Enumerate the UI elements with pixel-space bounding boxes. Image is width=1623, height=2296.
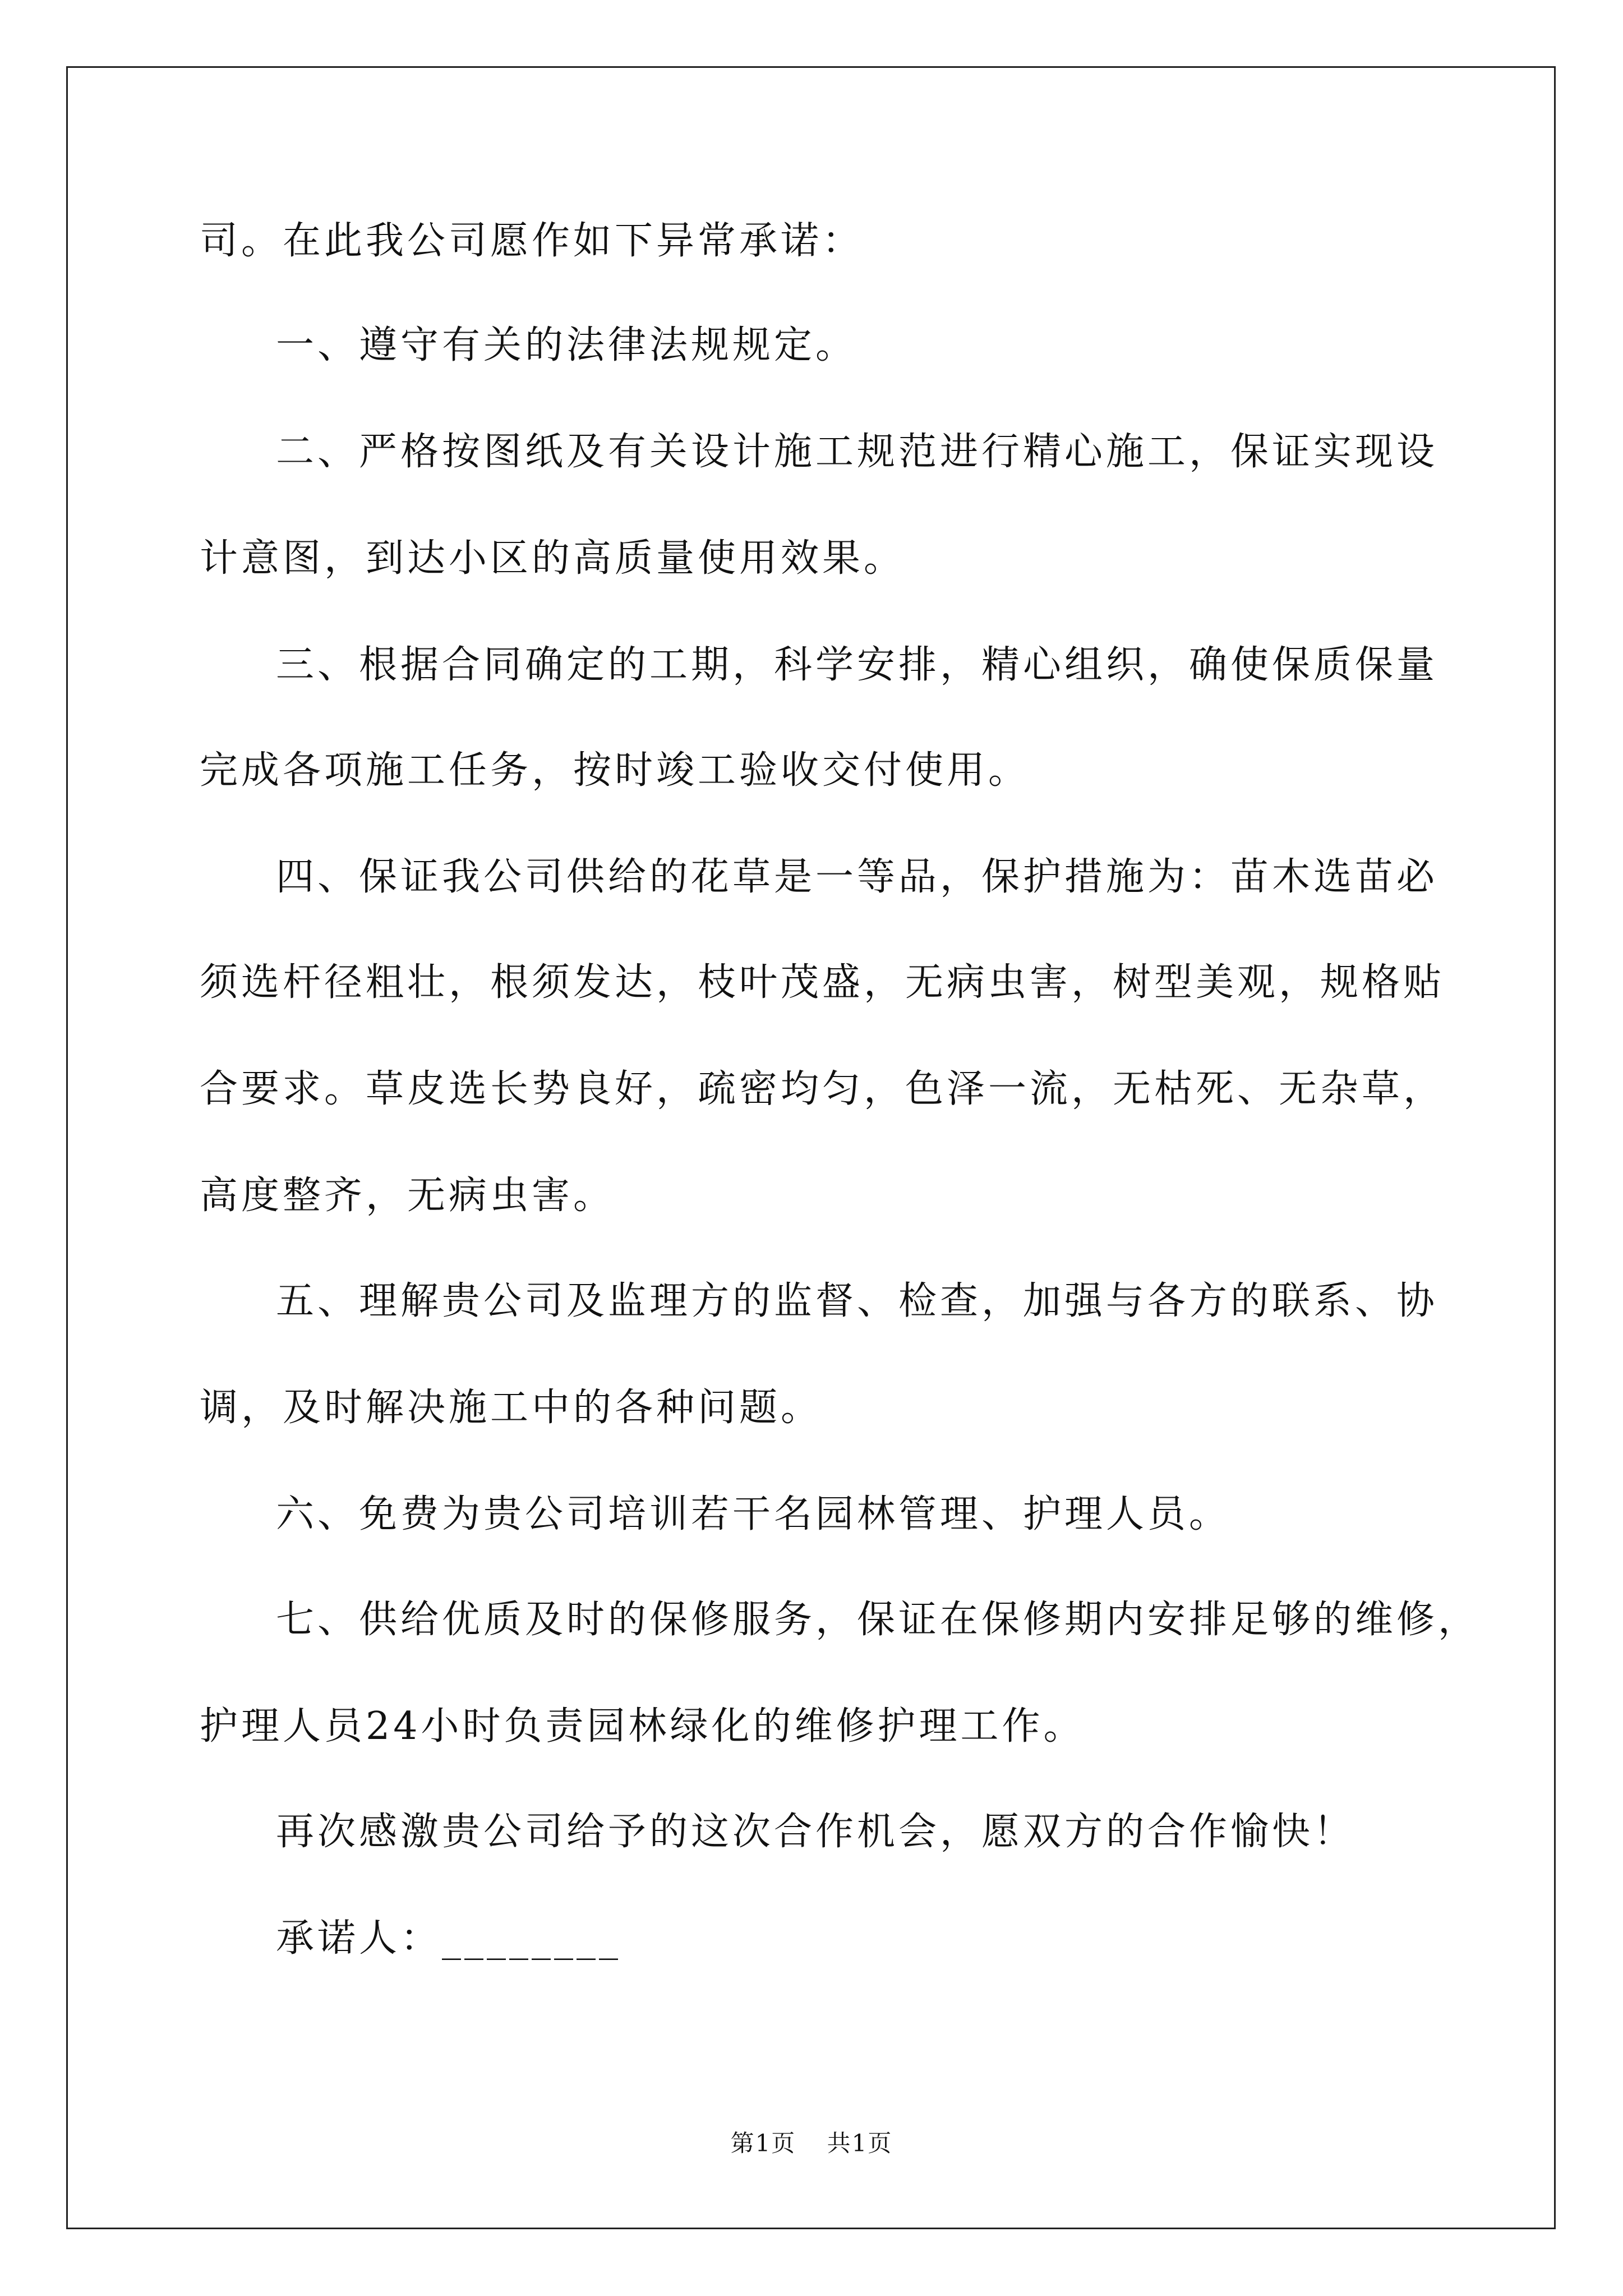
text-line: 完成各项施工任务，按时竣工验收交付使用。 (200, 748, 1030, 793)
text-line: 再次感激贵公司给予的这次合作机会，愿双方的合作愉快！ (276, 1810, 1355, 1854)
signature-line: 承诺人：________ (276, 1916, 622, 1961)
text-line: 三、根据合同确定的工期，科学安排，精心组织，确使保质保量 (276, 643, 1438, 687)
text-line: 二、严格按图纸及有关设计施工规范进行精心施工，保证实现设 (276, 430, 1438, 474)
text-line: 七、供给优质及时的保修服务，保证在保修期内安排足够的维修， (276, 1598, 1480, 1642)
text-line: 四、保证我公司供给的花草是一等品，保护措施为：苗木选苗必 (276, 855, 1438, 899)
text-line: 合要求。草皮选长势良好，疏密均匀，色泽一流，无枯死、无杂草， (200, 1067, 1445, 1111)
text-line: 计意图，到达小区的高质量使用效果。 (200, 536, 906, 581)
text-line: 司。在此我公司愿作如下异常承诺： (200, 219, 864, 263)
text-line: 五、理解贵公司及监理方的监督、检查，加强与各方的联系、协 (276, 1279, 1438, 1323)
text-line: 护理人员24小时负责园林绿化的维修护理工作。 (200, 1704, 1085, 1749)
page-number-total: 共1页 (827, 2129, 893, 2157)
text-line: 一、遵守有关的法律法规规定。 (276, 323, 857, 367)
page-footer (0, 2129, 1623, 2157)
text-line: 须选杆径粗壮，根须发达，枝叶茂盛，无病虫害，树型美观，规格贴 (200, 960, 1445, 1005)
text-line: 调，及时解决施工中的各种问题。 (200, 1386, 823, 1430)
text-line: 六、免费为贵公司培训若干名园林管理、护理人员。 (276, 1492, 1231, 1536)
page-frame (66, 66, 1556, 2229)
text-line: 高度整齐，无病虫害。 (200, 1174, 615, 1218)
page-number-current: 第1页 (730, 2129, 796, 2157)
